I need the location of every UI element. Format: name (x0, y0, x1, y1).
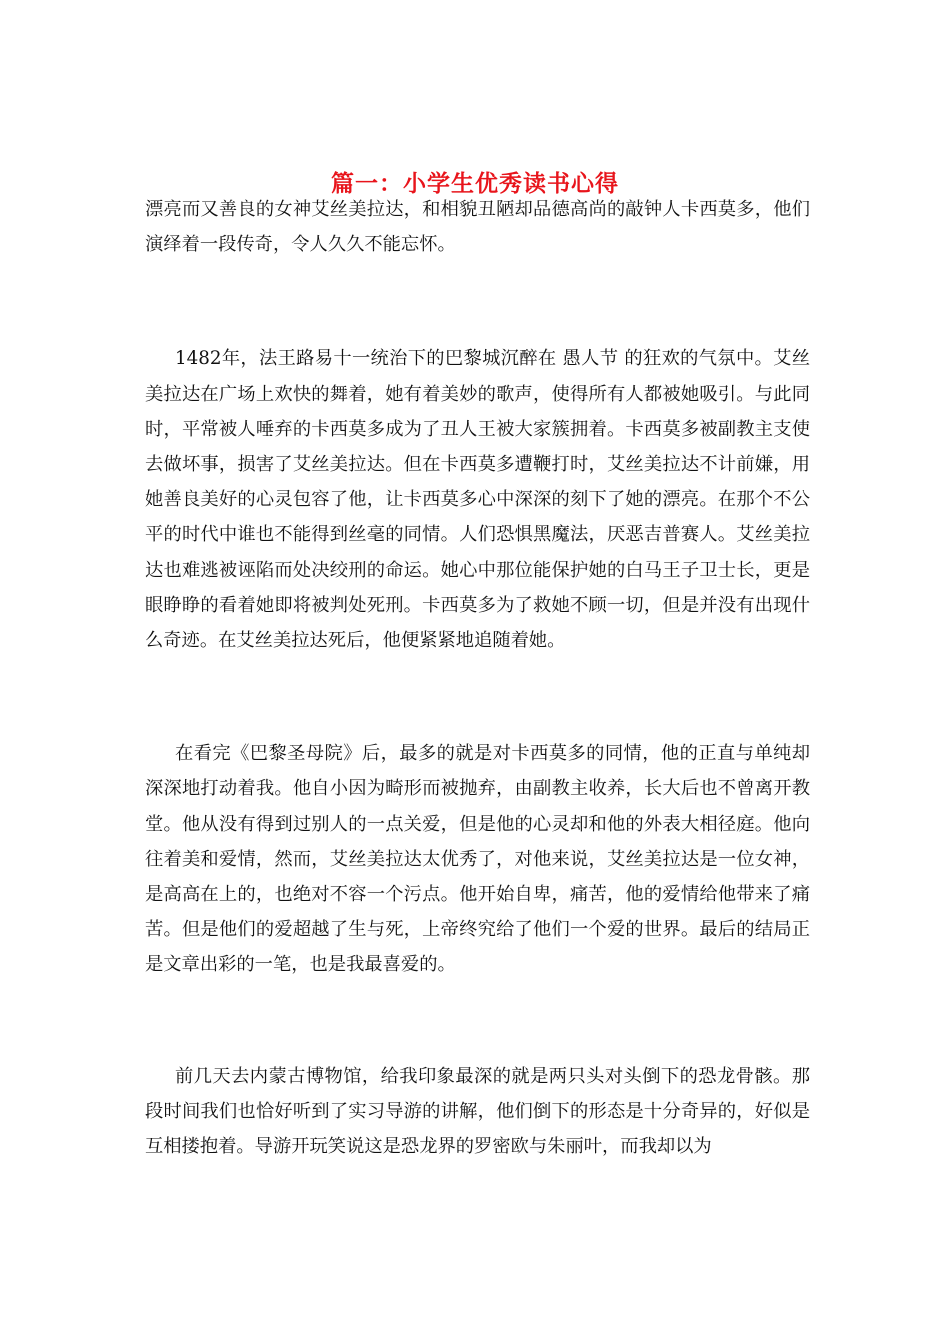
paragraph-intro: 漂亮而又善良的女神艾丝美拉达，和相貌丑陋却品德高尚的敲钟人卡西莫多，他们演绎着一段传奇，令人久久不能忘怀。 (145, 199, 810, 256)
paragraph-story-summary: 1482年，法王路易十一统治下的巴黎城沉醉在 愚人节 的狂欢的气氛中。艾丝美拉达在广场上欢快的舞着，她有着美妙的歌声，使得所有人都被她吸引。与此同时，平常被人唾弃的卡西莫多成为了丑人王被大家簇拥着。卡西莫多被副教主支使去做坏事，损害了艾丝美拉达。但在卡西莫多遭鞭打时，艾丝美拉达不计前嫌，用她善良美好的心灵包容了他，让卡西莫多心中深深的刻下了她的漂亮。在那个不公平的时代中谁也不能得到丝毫的同情。人们恐惧黑魔法，厌恶吉普赛人。艾丝美拉达也难逃被诬陷而处决绞刑的命运。她心中那位能保护她的白马王子卫士长，更是眼睁睁的看着她即将被判处死刑。卡西莫多为了救她不顾一切，但是并没有出现什么奇迹。在艾丝美拉达死后，他便紧紧地追随着她。 (145, 348, 810, 652)
paragraph-spacer (145, 983, 810, 1059)
document-title: 篇一：小学生优秀读书心得 (331, 170, 619, 198)
paragraph-spacer (145, 262, 810, 341)
paragraph-reflection: 在看完《巴黎圣母院》后，最多的就是对卡西莫多的同情，他的正直与单纯却深深地打动着我。他自小因为畸形而被抛弃，由副教主收养，长大后也不曾离开教堂。他从没有得到过别人的一点关爱，但是他的心灵却和他的外表大相径庭。他向往着美和爱情，然而，艾丝美拉达太优秀了，对他来说，艾丝美拉达是一位女神，是高高在上的，也绝对不容一个污点。他开始自卑，痛苦，他的爱情给他带来了痛苦。但是他们的爱超越了生与死，上帝终究给了他们一个爱的世界。最后的结局正是文章出彩的一笔，也是我最喜爱的。 (145, 743, 810, 976)
paragraph-museum: 前几天去内蒙古博物馆，给我印象最深的就是两只头对头倒下的恐龙骨骸。那段时间我们也恰好听到了实习导游的讲解，他们倒下的形态是十分奇异的，好似是互相搂抱着。导游开玩笑说这是恐龙界的罗密欧与朱丽叶，而我却以为 (145, 1065, 810, 1158)
document-body (145, 192, 810, 1164)
paragraph-spacer (145, 658, 810, 736)
